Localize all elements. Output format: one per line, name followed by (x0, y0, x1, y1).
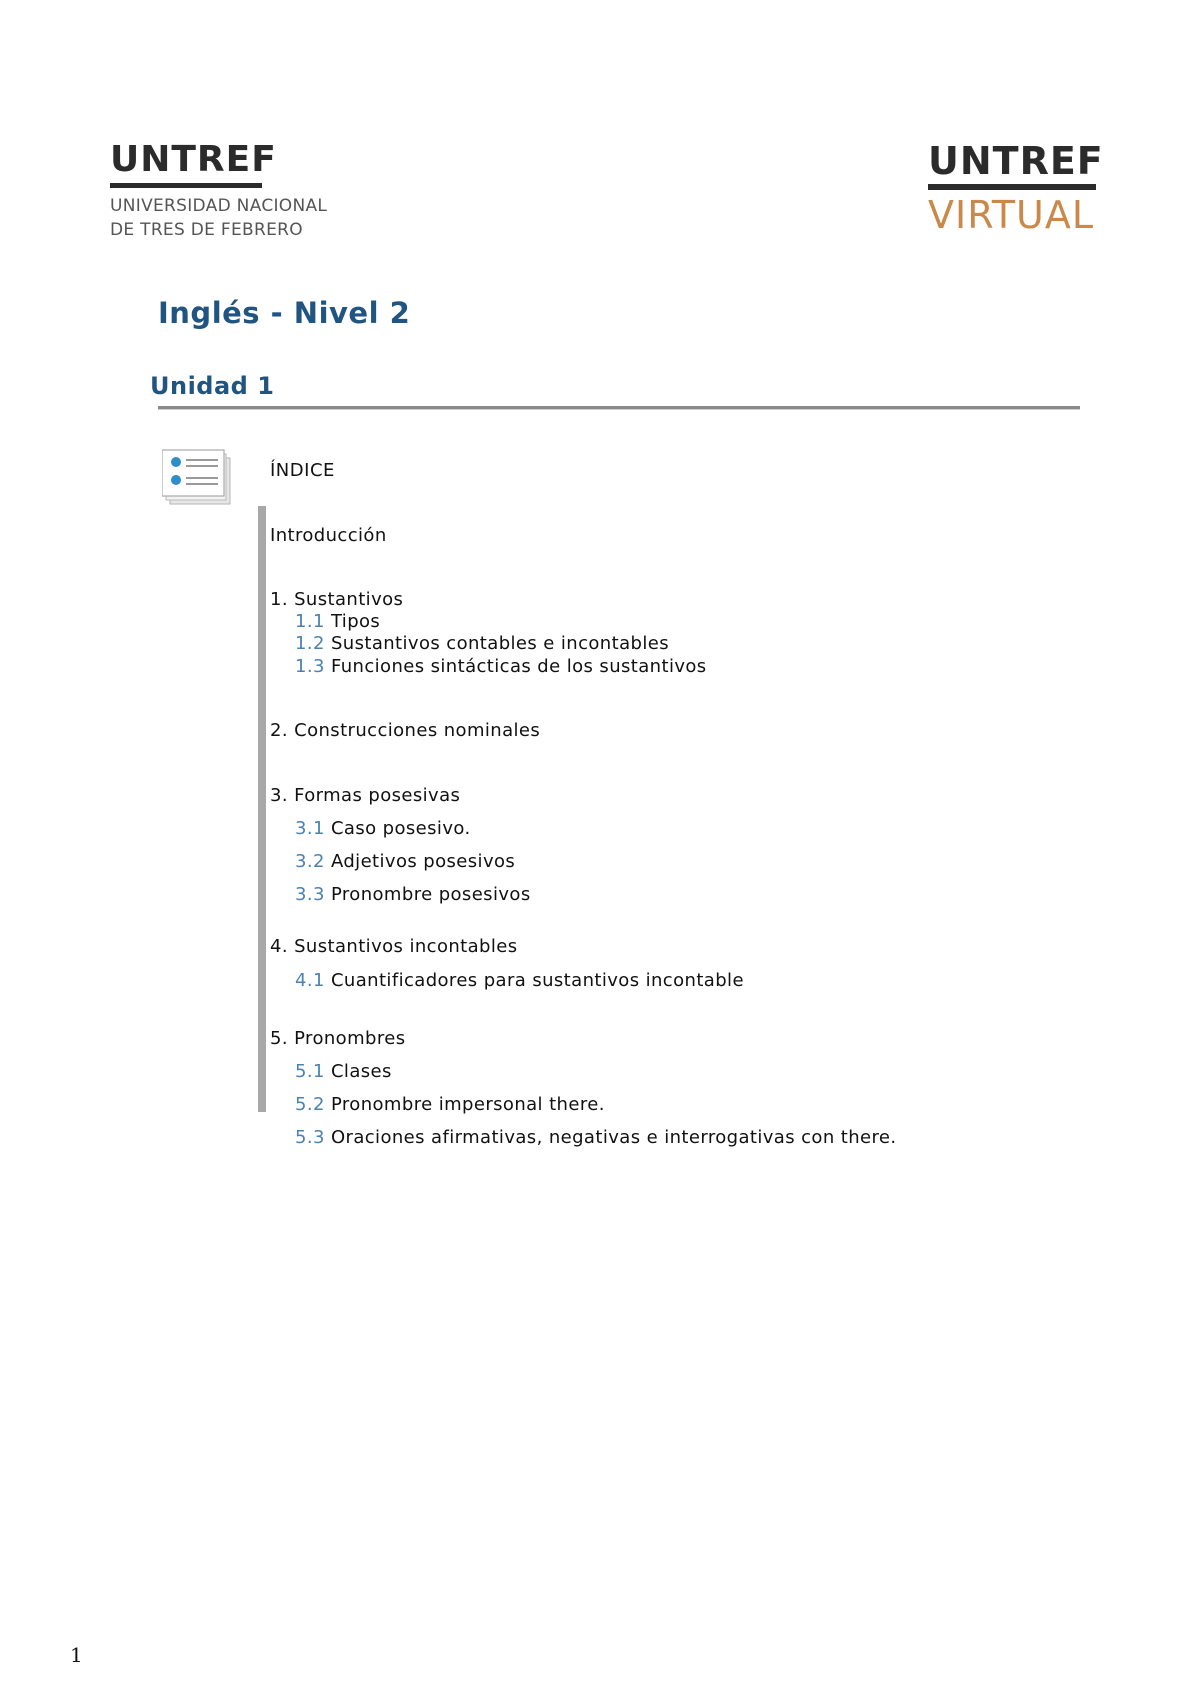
page-number: 1 (70, 1643, 83, 1667)
toc-item-label: Introducción (270, 525, 387, 546)
toc-item-label: Cuantificadores para sustantivos incontable (330, 970, 744, 991)
logo-virtual-text: VIRTUAL (928, 193, 1095, 237)
toc-item-label: Sustantivos contables e incontables (330, 633, 669, 654)
unit-title: Unidad 1 (150, 372, 275, 400)
toc-item-label: Oraciones afirmativas, negativas e interrogativas con there. (330, 1127, 897, 1148)
toc-item-number: 1.2 (295, 633, 325, 654)
toc-item-1-3[interactable] (295, 656, 707, 678)
index-heading: ÍNDICE (270, 460, 335, 481)
toc-item-number: 5.2 (295, 1094, 325, 1115)
logo-underline (928, 184, 1096, 190)
toc-item-number: 4.1 (295, 970, 325, 991)
untref-logo (110, 140, 350, 242)
toc-item-label: Formas posesivas (294, 785, 461, 806)
toc-item-number: 3.3 (295, 884, 325, 905)
toc-item-label: Pronombres (294, 1028, 406, 1049)
toc-item-number: 1.1 (295, 611, 325, 632)
toc-item-number: 3. (270, 785, 288, 806)
course-title: Inglés - Nivel 2 (158, 296, 411, 330)
logo-university-line-1: UNIVERSIDAD NACIONAL (110, 196, 328, 216)
toc-item-label: Caso posesivo. (330, 818, 471, 839)
toc-item-2[interactable] (270, 720, 540, 742)
toc-item-number: 4. (270, 936, 288, 957)
toc-item-label: Sustantivos incontables (294, 936, 518, 957)
toc-item-number: 3.2 (295, 851, 325, 872)
toc-item-label: Tipos (330, 611, 381, 632)
toc-item-label: Funciones sintácticas de los sustantivos (330, 656, 707, 677)
toc-item-label: Pronombre impersonal there. (330, 1094, 605, 1115)
toc-item-number: 5.1 (295, 1061, 325, 1082)
toc-item-label: Clases (330, 1061, 392, 1082)
toc-side-bar (258, 506, 266, 1112)
toc-item-5-1[interactable] (295, 1061, 392, 1083)
toc-item-introduccion[interactable] (270, 525, 387, 547)
toc-item-label: Construcciones nominales (294, 720, 541, 741)
toc-item-1-1[interactable] (295, 611, 380, 633)
logo-university-line-2: DE TRES DE FEBRERO (110, 220, 303, 240)
toc-item-number: 3.1 (295, 818, 325, 839)
toc-item-5-2[interactable] (295, 1094, 605, 1116)
unit-divider (158, 406, 1080, 410)
logo-brand-text: UNTREF (928, 139, 1104, 183)
toc-item-number: 1.3 (295, 656, 325, 677)
toc-item-number: 5.3 (295, 1127, 325, 1148)
toc-item-number: 2. (270, 720, 288, 741)
toc-item-label: Adjetivos posesivos (330, 851, 516, 872)
untref-virtual-logo (928, 139, 1104, 237)
toc-item-number: 1. (270, 589, 288, 610)
toc-item-1-2[interactable] (295, 633, 669, 655)
toc-item-label: Pronombre posesivos (330, 884, 531, 905)
toc-item-number: 5. (270, 1028, 288, 1049)
toc-item-3-2[interactable] (295, 851, 515, 873)
logo-underline (110, 183, 262, 188)
toc-item-3[interactable] (270, 785, 460, 807)
toc-item-label: Sustantivos (294, 589, 404, 610)
logo-brand-text: UNTREF (110, 139, 277, 180)
toc-item-4[interactable] (270, 936, 518, 958)
toc-item-4-1[interactable] (295, 970, 744, 992)
toc-item-3-3[interactable] (295, 884, 531, 906)
list-document-icon (162, 448, 234, 510)
toc-item-5[interactable] (270, 1028, 406, 1050)
toc-item-5-3[interactable] (295, 1127, 897, 1149)
toc-item-3-1[interactable] (295, 818, 471, 840)
toc-item-1[interactable] (270, 589, 403, 611)
